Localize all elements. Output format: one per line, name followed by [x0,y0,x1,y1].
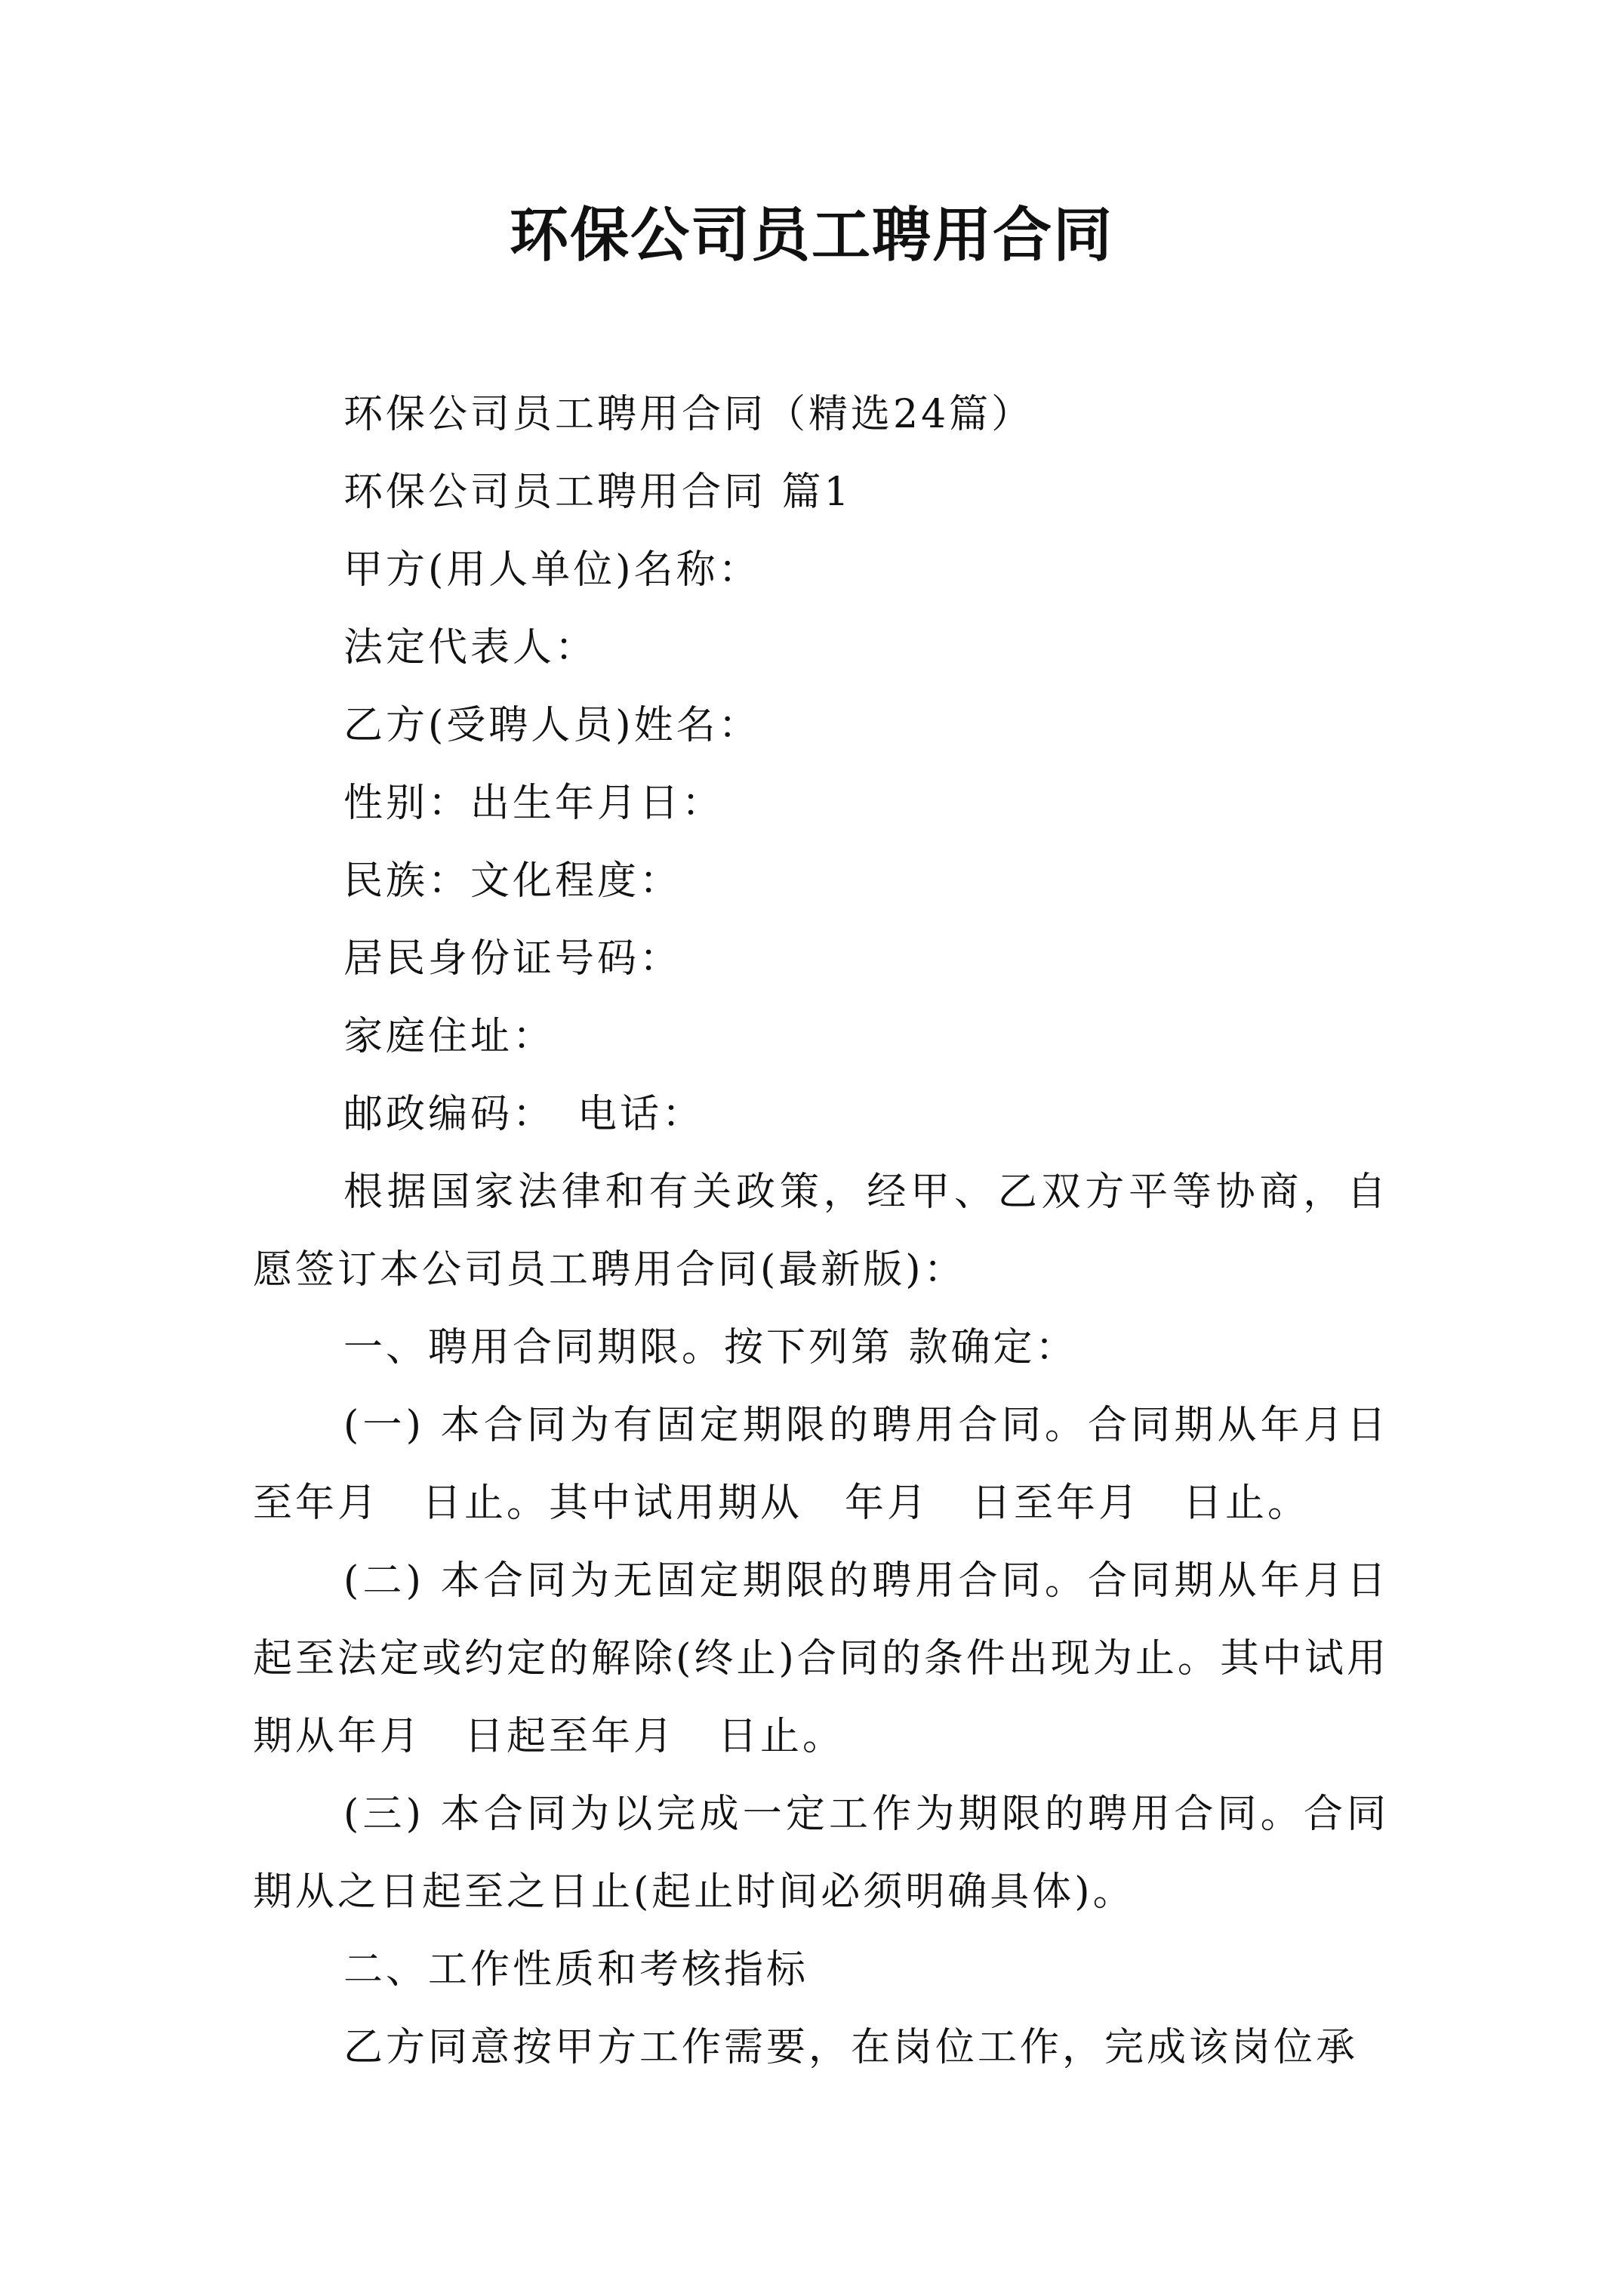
paragraph-preamble: 根据国家法律和有关政策，经甲、乙双方平等协商，自愿签订本公司员工聘用合同(最新版)： [253,1170,1389,1293]
paragraph-home-address: 家庭住址： [343,1014,556,1059]
paragraph-postcode-phone: 邮政编码： 电话： [343,1092,705,1137]
document-body [253,376,1389,2087]
document-title: 环保公司员工聘用合同 [509,201,1113,270]
paragraph-clause-1-item-2: (二) 本合同为无固定期限的聘用合同。合同期从年月日起至法定或约定的解除(终止)合同的条件出现为止。其中试用期从年月 日起至年月 日止。 [253,1558,1389,1759]
paragraph-party-b-name: 乙方(受聘人员)姓名： [343,703,761,748]
paragraph-subtitle: 环保公司员工聘用合同（精选24篇） [343,392,1034,437]
paragraph-legal-representative: 法定代表人： [343,625,598,670]
paragraph-id-number: 居民身份证号码： [343,936,682,982]
paragraph-ethnicity-education: 民族：文化程度： [343,858,682,904]
paragraph-party-a-name: 甲方(用人单位)名称： [343,547,761,593]
paragraph-clause-2-heading: 二、工作性质和考核指标 [343,1947,809,1992]
paragraph-gender-birthdate: 性别：出生年月日： [343,781,725,826]
paragraph-clause-1-item-3: (三) 本合同为以完成一定工作为期限的聘用合同。合同期从之日起至之日止(起止时间必须明确具体)。 [253,1792,1389,1915]
paragraph-clause-2-body: 乙方同意按甲方工作需要，在岗位工作，完成该岗位承 [343,2025,1359,2070]
paragraph-clause-1-heading: 一、聘用合同期限。按下列第 款确定： [343,1325,1078,1370]
paragraph-section-heading: 环保公司员工聘用合同 篇1 [343,470,852,515]
paragraph-clause-1-item-1: (一) 本合同为有固定期限的聘用合同。合同期从年月日至年月 日止。其中试用期从 年月 日至年月 日止。 [253,1403,1389,1526]
